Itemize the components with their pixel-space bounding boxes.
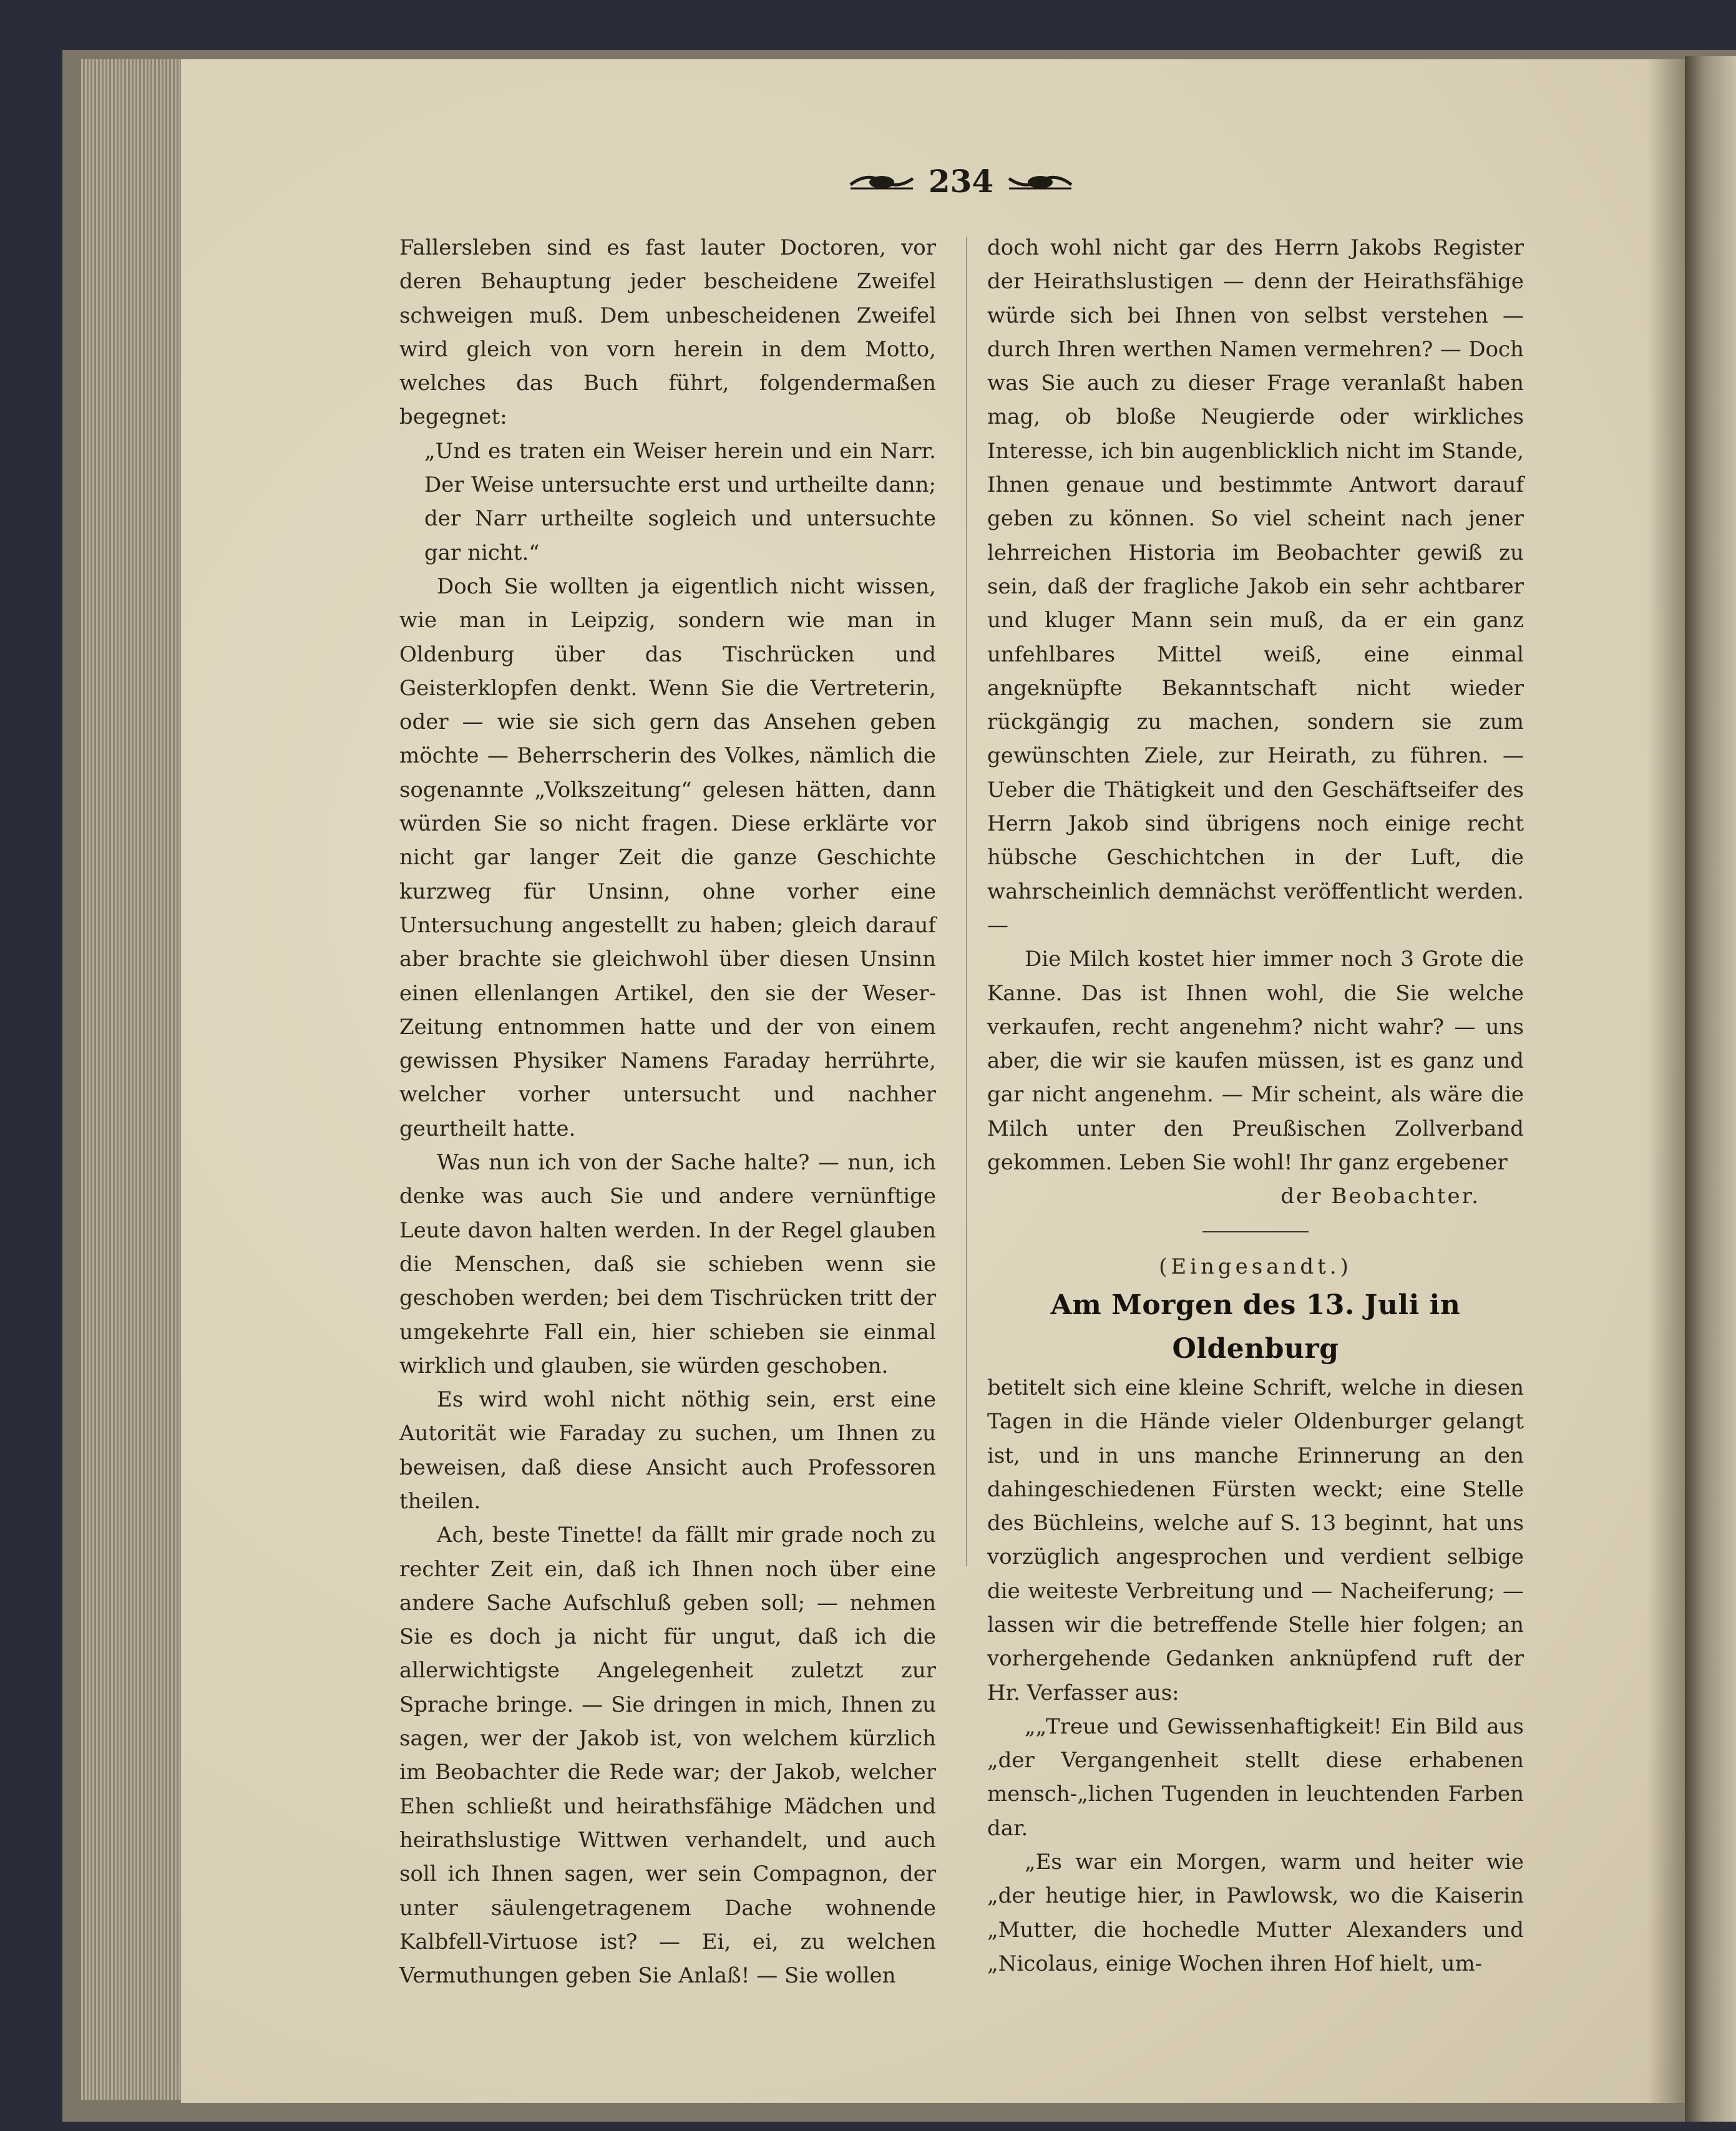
paragraph: Die Milch kostet hier immer noch 3 Grote die Kanne. Das ist Ihnen wohl, die Sie welche verkaufen, recht angenehm? nicht wahr? — uns aber, die wir sie kaufen müssen, ist es ganz und gar nicht angenehm. — Mir scheint, als wäre die Milch unter den Preußischen Zollverband gekommen. Leben Sie wohl! Ihr ganz ergebener: [987, 947, 1524, 1176]
section-rule: [1202, 1231, 1309, 1232]
column-divider: [966, 237, 967, 1566]
paragraph: Es wird wohl nicht nöthig sein, erst eine Autorität wie Faraday zu suchen, um Ihnen zu beweisen, daß diese Ansicht auch Professoren theilen.: [399, 1387, 936, 1514]
paragraph: betitelt sich eine kleine Schrift, welche in diesen Tagen in die Hände vieler Oldenburger gelangt ist, und in uns manche Erinnerung an den dahingeschiedenen Fürsten weckt; eine Stelle des Büchleins, welche auf S. 13 beginnt, hat uns vorzüglich angesprochen und verdient selbige die weiteste Verbreitung und — Nacheiferung; — lassen wir die betreffende Stelle hier folgen; an vorhergehende Gedanken anknüpfend ruft der Hr. Verfasser aus:: [987, 1375, 1524, 1705]
right-column: [987, 231, 1524, 1981]
motto-quote: „Und es traten ein Weiser herein und ein Narr. Der Weise untersuchte erst und urtheilte dann; der Narr urtheilte sogleich und untersuchte gar nicht.“: [424, 438, 936, 565]
paragraph: Fallersleben sind es fast lauter Doctoren, vor deren Behauptung jeder bescheidene Zweifel schweigen muß. Dem unbescheidenen Zweifel wird gleich von vorn herein in dem Motto, welches das Buch führt, folgendermaßen begegnet:: [399, 235, 936, 430]
left-ornament-icon: [847, 167, 916, 195]
facing-page-edge: [1685, 56, 1736, 2122]
gutter-shadow: [1647, 59, 1685, 2103]
paragraph: doch wohl nicht gar des Herrn Jakobs Register der Heirathslustigen — denn der Heirathsfähige würde sich bei Ihnen von selbst verstehen — durch Ihren werthen Namen vermehren? — Doch was Sie auch zu dieser Frage veranlaßt haben mag, ob bloße Neugierde oder wirkliches Interesse, ich bin augenblicklich nicht im Stande, Ihnen genaue und bestimmte Antwort darauf geben zu können. So viel scheint nach jener lehrreichen Historia im Beobachter gewiß zu sein, daß der fragliche Jakob ein sehr achtbarer und kluger Mann sein muß, da er ein ganz unfehlbares Mittel weiß, eine einmal angeknüpfte Bekanntschaft nicht wieder rückgängig zu machen, sondern sie zum gewünschten Ziele, zur Heirath, zu führen. — Ueber die Thätigkeit und den Geschäftseifer des Herrn Jakob sind übrigens noch einige recht hübsche Geschichtchen in der Luft, die wahrscheinlich demnächst veröffentlicht werden. —: [987, 235, 1524, 938]
submitted-label: (Eingesandt.): [1159, 1254, 1352, 1279]
paragraph: Doch Sie wollten ja eigentlich nicht wissen, wie man in Leipzig, sondern wie man in Oldenburg über das Tischrücken und Geisterklopfen denkt. Wenn Sie die Vertreterin, oder — wie sie sich gern das Ansehen geben möchte — Beherrscherin des Volkes, nämlich die sogenannte „Volkszeitung“ gelesen hätten, dann würden Sie so nicht fragen. Diese erklärte vor nicht gar langer Zeit die ganze Geschichte kurzweg für Unsinn, ohne vorher eine Untersuchung angestellt zu haben; gleich darauf aber brachte sie gleichwohl über diesen Unsinn einen ellenlangen Artikel, den sie der Weser-Zeitung entnommen hatte und der von einem gewissen Physiker Namens Faraday herrührte, welcher vorher untersucht und nachher geurtheilt hatte.: [399, 573, 936, 1141]
left-column: [399, 231, 936, 1992]
signature: der Beobachter.: [1280, 1184, 1480, 1209]
article-headline: Am Morgen des 13. Juli in Oldenburg: [1050, 1289, 1461, 1365]
page-edges: [81, 59, 183, 2100]
paragraph: Was nun ich von der Sache halte? — nun, ich denke was auch Sie und andere vernünftige Leute davon halten werden. In der Regel glauben die Menschen, daß sie schieben wenn sie geschoben werden; bei dem Tischrücken tritt der umgekehrte Fall ein, hier schieben sie einmal wirklich und glauben, sie würden geschoben.: [399, 1150, 936, 1378]
quote-paragraph: „Es war ein Morgen, warm und heiter wie „der heutige hier, in Pawlowsk, wo die Kaiserin „Mutter, die hochedle Mutter Alexanders und „Nicolaus, einige Wochen ihren Hof hielt, um-: [987, 1850, 1524, 1976]
right-ornament-icon: [1006, 167, 1075, 195]
page-header: [836, 156, 1086, 206]
paragraph: Ach, beste Tinette! da fällt mir grade noch zu rechter Zeit ein, daß ich Ihnen noch über eine andere Sache Aufschluß geben soll; — nehmen Sie es doch ja nicht für ungut, daß ich die allerwichtigste Angelegenheit zuletzt zur Sprache bringe. — Sie dringen in mich, Ihnen zu sagen, wer der Jakob ist, von welchem kürzlich im Beobachter die Rede war; der Jakob, welcher Ehen schließt und heirathsfähige Mädchen und heirathslustige Wittwen verhandelt, und auch soll ich Ihnen sagen, wer sein Compagnon, der unter säulengetragenem Dache wohnende Kalbfell-Virtuose ist? — Ei, ei, zu welchen Vermuthungen geben Sie Anlaß! — Sie wollen: [399, 1523, 936, 1989]
quote-paragraph: „„Treue und Gewissenhaftigkeit! Ein Bild aus „der Vergangenheit stellt diese erhabenen mensch-„lichen Tugenden in leuchtenden Farben dar.: [987, 1714, 1524, 1841]
page-number: 234: [928, 162, 994, 200]
